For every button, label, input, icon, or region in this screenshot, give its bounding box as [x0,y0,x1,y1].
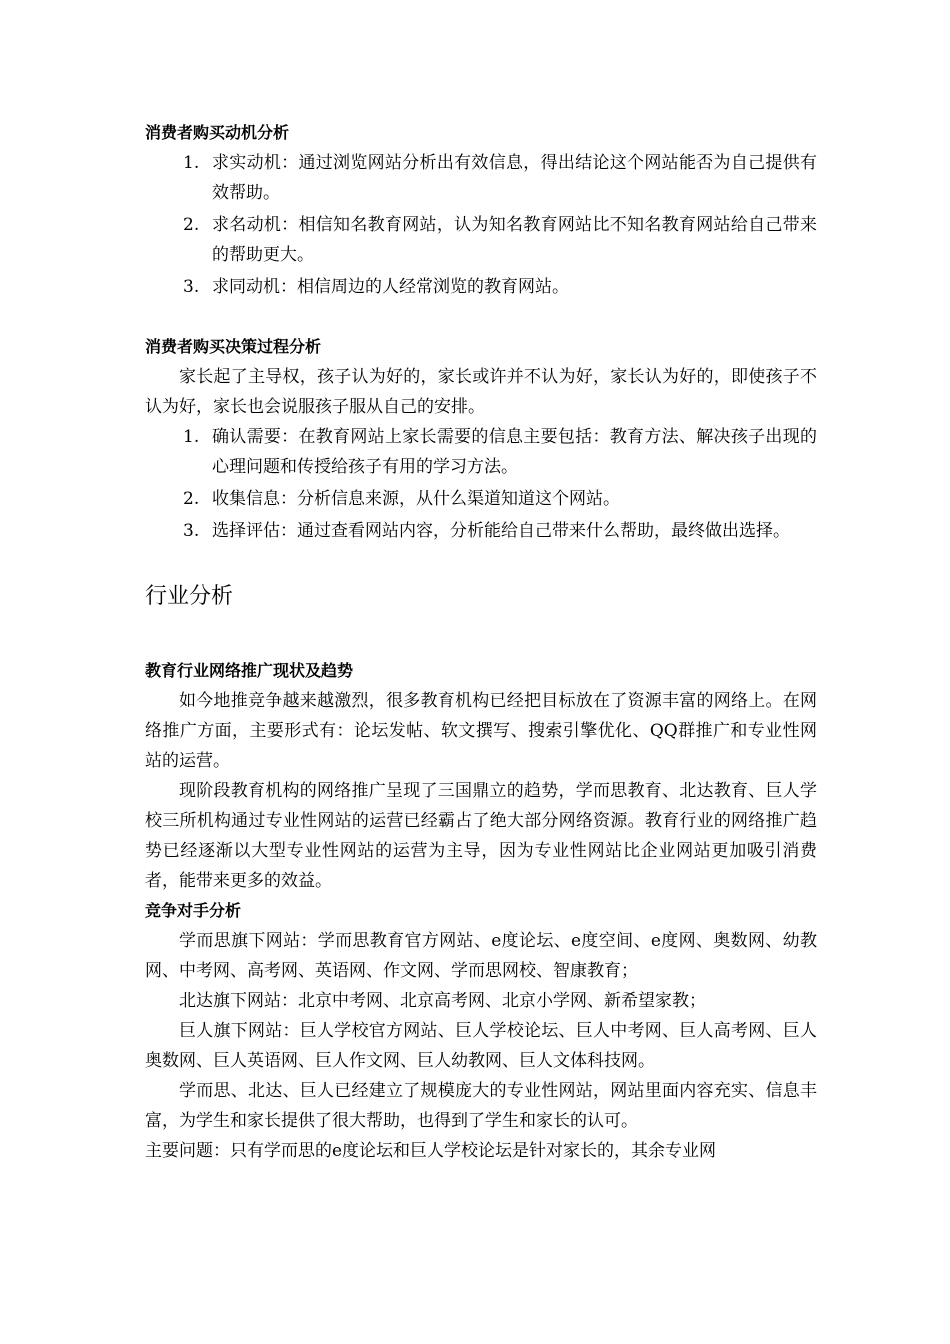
competitor-paragraph-1: 学而思旗下网站：学而思教育官方网站、e度论坛、e度空间、e度网、奥数网、幼教网、中考网、高考网、英语网、作文网、学而思网校、智康教育； [145,931,817,981]
document-page [145,118,817,1166]
decision-list [145,422,817,546]
list-text: 收集信息：分析信息来源，从什么渠道知道这个网站。 [212,489,620,509]
competitor-paragraph-3: 巨人旗下网站：巨人学校官方网站、巨人学校论坛、巨人中考网、巨人高考网、巨人奥数网、巨人英语网、巨人作文网、巨人幼教网、巨人文体科技网。 [145,1021,817,1071]
trend-paragraph-2: 现阶段教育机构的网络推广呈现了三国鼎立的趋势，学而思教育、北达教育、巨人学校三所机构通过专业性网站的运营已经霸占了绝大部分网络资源。教育行业的网络推广趋势已经逐渐以大型专业性网站的运营为主导，因为专业性网站比企业网站更加吸引消费者，能带来更多的效益。 [145,781,817,891]
heading-industry-analysis: 行业分析 [145,584,234,609]
list-item [145,422,817,482]
list-item [145,272,817,302]
motive-list [145,148,817,302]
list-number: 2. [183,215,200,235]
list-number: 1. [183,427,200,447]
list-number: 3. [183,277,200,297]
list-number: 2. [183,489,200,509]
trend-paragraph-1: 如今地推竞争越来越激烈，很多教育机构已经把目标放在了资源丰富的网络上。在网络推广方面，主要形式有：论坛发帖、软文撰写、搜索引擎优化、QQ群推广和专业性网站的运营。 [145,691,817,771]
heading-decision-process: 消费者购买决策过程分析 [145,337,322,356]
list-item [145,148,817,208]
list-item [145,484,817,514]
competitor-paragraph-4: 学而思、北达、巨人已经建立了规模庞大的专业性网站，网站里面内容充实、信息丰富，为学生和家长提供了很大帮助，也得到了学生和家长的认可。 [145,1081,817,1131]
heading-purchase-motive: 消费者购买动机分析 [145,123,290,142]
list-text: 求同动机：相信周边的人经常浏览的教育网站。 [212,277,569,297]
spacer [145,612,817,656]
heading-competitor-analysis: 竞争对手分析 [145,901,242,920]
spacer [145,548,817,582]
list-item [145,516,817,546]
list-text: 选择评估：通过查看网站内容，分析能给自己带来什么帮助，最终做出选择。 [212,521,790,541]
list-text: 求实动机：通过浏览网站分析出有效信息，得出结论这个网站能否为自己提供有效帮助。 [212,153,817,203]
decision-intro-paragraph: 家长起了主导权，孩子认为好的，家长或许并不认为好，家长认为好的，即使孩子不认为好，家长也会说服孩子服从自己的安排。 [145,367,817,417]
list-item [145,210,817,270]
list-text: 确认需要：在教育网站上家长需要的信息主要包括：教育方法、解决孩子出现的心理问题和传授给孩子有用的学习方法。 [212,427,817,477]
list-number: 3. [183,521,200,541]
competitor-paragraph-5: 主要问题：只有学而思的e度论坛和巨人学校论坛是针对家长的，其余专业网 [145,1141,717,1161]
list-text: 求名动机：相信知名教育网站，认为知名教育网站比不知名教育网站给自己带来的帮助更大。 [212,215,817,265]
list-number: 1. [183,153,200,173]
spacer [145,304,817,332]
competitor-paragraph-2: 北达旗下网站：北京中考网、北京高考网、北京小学网、新希望家教； [179,991,706,1011]
heading-industry-trend: 教育行业网络推广现状及趋势 [145,661,354,680]
